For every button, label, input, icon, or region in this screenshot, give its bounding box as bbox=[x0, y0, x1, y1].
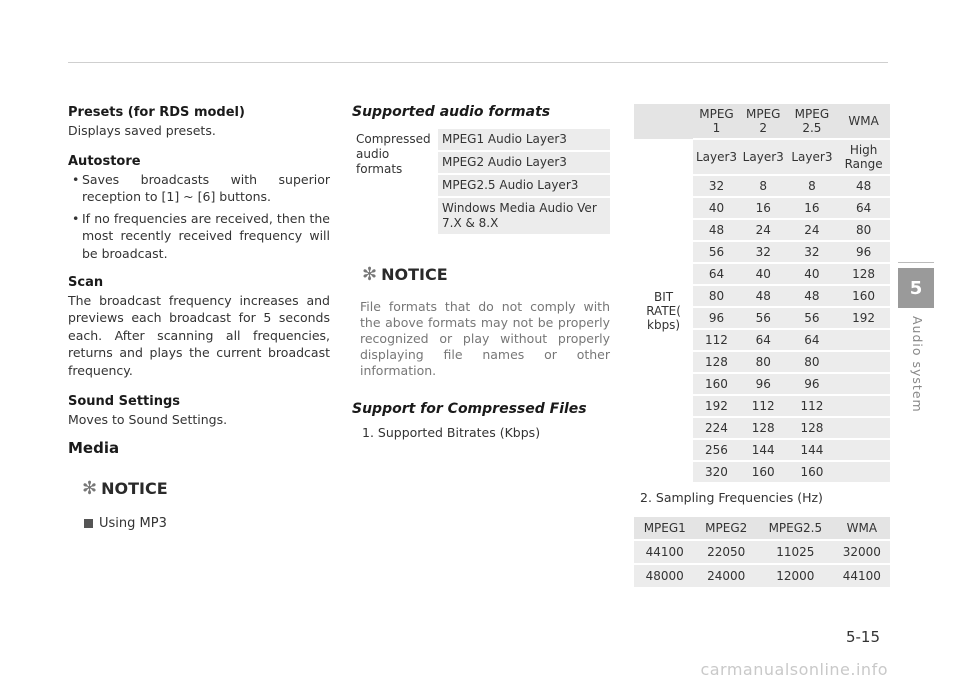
bitrate-table bbox=[634, 104, 890, 482]
media-heading: Media bbox=[68, 439, 120, 457]
sampling-step: 2. Sampling Frequencies (Hz) bbox=[640, 490, 823, 505]
chapter-label: Audio system bbox=[910, 316, 925, 413]
table-cell: High Range bbox=[837, 139, 890, 175]
table-cell: 144 bbox=[740, 439, 787, 461]
table-cell: 224 bbox=[693, 417, 740, 439]
table-cell: 80 bbox=[787, 351, 838, 373]
table-cell: 24000 bbox=[695, 564, 756, 587]
table-cell: 160 bbox=[693, 373, 740, 395]
table-cell: 40 bbox=[787, 263, 838, 285]
table-cell: 8 bbox=[740, 175, 787, 197]
table-cell: 64 bbox=[693, 263, 740, 285]
table-cell: 160 bbox=[787, 461, 838, 482]
table-cell bbox=[837, 439, 890, 461]
table-cell: 128 bbox=[693, 351, 740, 373]
table-header-row bbox=[634, 104, 890, 139]
table-row bbox=[352, 129, 610, 151]
presets-text: Displays saved presets. bbox=[68, 122, 216, 138]
table-cell bbox=[837, 395, 890, 417]
table-cell: 48 bbox=[693, 219, 740, 241]
square-bullet-icon bbox=[84, 519, 93, 528]
autostore-bullet-1: • Saves broadcasts with superior reception to [1] ~ [6] buttons. bbox=[72, 171, 330, 204]
chapter-tab: 5 bbox=[898, 268, 934, 308]
table-cell: 112 bbox=[693, 329, 740, 351]
table-cell: 44100 bbox=[634, 540, 695, 564]
table-cell bbox=[837, 461, 890, 482]
bullet-dot: • bbox=[72, 210, 80, 226]
watermark: carmanualsonline.info bbox=[700, 660, 888, 679]
table-row bbox=[634, 540, 890, 564]
table-cell: 64 bbox=[740, 329, 787, 351]
table-cell: 16 bbox=[740, 197, 787, 219]
table-cell: 48 bbox=[740, 285, 787, 307]
table-cell: 80 bbox=[740, 351, 787, 373]
format-cell: MPEG2 Audio Layer3 bbox=[438, 151, 610, 174]
bullet-dot: • bbox=[72, 171, 80, 187]
column-3 bbox=[634, 104, 890, 587]
format-cell: MPEG1 Audio Layer3 bbox=[438, 129, 610, 151]
table-cell: 11025 bbox=[757, 540, 834, 564]
table-cell: 12000 bbox=[757, 564, 834, 587]
table-cell: Layer3 bbox=[787, 139, 838, 175]
table-cell: 56 bbox=[740, 307, 787, 329]
table-header-cell: MPEG2.5 bbox=[757, 517, 834, 540]
bitrate-side-label: BIT RATE( kbps) bbox=[634, 139, 693, 482]
table-cell: 32 bbox=[740, 241, 787, 263]
table-cell: 192 bbox=[693, 395, 740, 417]
table-cell: 64 bbox=[787, 329, 838, 351]
notice-heading: ✻ NOTICE bbox=[362, 264, 448, 285]
notice-text: File formats that do not comply with the above formats may not be properly recognized or play without properly displaying file names or other information. bbox=[360, 299, 610, 378]
sound-settings-heading: Sound Settings bbox=[68, 394, 180, 409]
table-cell: 48 bbox=[837, 175, 890, 197]
table-cell: 128 bbox=[740, 417, 787, 439]
scan-heading: Scan bbox=[68, 275, 104, 290]
table-cell: 24 bbox=[740, 219, 787, 241]
table-cell: 44100 bbox=[834, 564, 890, 587]
table-cell: 40 bbox=[693, 197, 740, 219]
table-cell: 32 bbox=[787, 241, 838, 263]
supported-formats-heading: Supported audio formats bbox=[352, 104, 551, 120]
sound-settings-text: Moves to Sound Settings. bbox=[68, 411, 228, 427]
table-row bbox=[634, 564, 890, 587]
top-rule bbox=[68, 62, 888, 63]
table-header-cell: MPEG 2 bbox=[740, 104, 787, 139]
notice-heading: ✻ NOTICE bbox=[82, 477, 168, 499]
table-cell: 64 bbox=[837, 197, 890, 219]
using-mp3-item: Using MP3 bbox=[68, 515, 330, 533]
table-cell: 256 bbox=[693, 439, 740, 461]
side-tab-rule bbox=[898, 262, 934, 263]
table-cell: 96 bbox=[837, 241, 890, 263]
scan-text: The broadcast frequency increases and previews each broadcast for 5 seconds each. After scanning all frequencies, returns and plays the current broadcast frequency. bbox=[68, 292, 330, 378]
table-cell: 48000 bbox=[634, 564, 695, 587]
table-cell: 128 bbox=[837, 263, 890, 285]
table-cell: 80 bbox=[837, 219, 890, 241]
table-cell: 128 bbox=[787, 417, 838, 439]
format-cell: MPEG2.5 Audio Layer3 bbox=[438, 174, 610, 197]
table-cell: 96 bbox=[693, 307, 740, 329]
page-number: 5-15 bbox=[845, 628, 880, 646]
table-header-cell bbox=[634, 104, 693, 139]
table-cell: 8 bbox=[787, 175, 838, 197]
sampling-table bbox=[634, 517, 890, 587]
notice-star-icon: ✻ bbox=[82, 477, 98, 499]
table-cell: 112 bbox=[740, 395, 787, 417]
table-cell: 56 bbox=[693, 241, 740, 263]
table-header-cell: MPEG 1 bbox=[693, 104, 740, 139]
table-cell: 22050 bbox=[695, 540, 756, 564]
table-cell bbox=[837, 373, 890, 395]
column-2 bbox=[352, 104, 610, 441]
table-cell: 32000 bbox=[834, 540, 890, 564]
autostore-bullet-2: • If no frequencies are received, then the most recently received frequency will be broadcast. bbox=[72, 210, 330, 261]
format-cell: Windows Media Audio Ver 7.X & 8.X bbox=[438, 197, 610, 235]
table-cell bbox=[837, 351, 890, 373]
table-header-cell: WMA bbox=[834, 517, 890, 540]
formats-table bbox=[352, 129, 610, 236]
table-cell: Layer3 bbox=[740, 139, 787, 175]
table-cell bbox=[837, 329, 890, 351]
bitrates-step: 1. Supported Bitrates (Kbps) bbox=[362, 425, 541, 440]
autostore-heading: Autostore bbox=[68, 154, 141, 169]
format-label-cell: Compressed audio formats bbox=[352, 129, 438, 235]
table-cell: 16 bbox=[787, 197, 838, 219]
table-cell: 32 bbox=[693, 175, 740, 197]
table-cell bbox=[837, 417, 890, 439]
table-cell: 160 bbox=[837, 285, 890, 307]
table-cell: Layer3 bbox=[693, 139, 740, 175]
table-cell: 320 bbox=[693, 461, 740, 482]
table-cell: 24 bbox=[787, 219, 838, 241]
table-header-cell: WMA bbox=[837, 104, 890, 139]
table-header-cell: MPEG2 bbox=[695, 517, 756, 540]
compressed-files-heading: Support for Compressed Files bbox=[352, 401, 587, 417]
table-header-cell: MPEG1 bbox=[634, 517, 695, 540]
table-cell: 56 bbox=[787, 307, 838, 329]
table-cell: 96 bbox=[740, 373, 787, 395]
table-row bbox=[634, 139, 890, 175]
table-cell: 192 bbox=[837, 307, 890, 329]
table-cell: 80 bbox=[693, 285, 740, 307]
table-cell: 40 bbox=[740, 263, 787, 285]
table-header-cell: MPEG 2.5 bbox=[787, 104, 838, 139]
presets-heading: Presets (for RDS model) bbox=[68, 105, 245, 120]
table-cell: 144 bbox=[787, 439, 838, 461]
column-1 bbox=[68, 104, 330, 533]
table-cell: 96 bbox=[787, 373, 838, 395]
table-header-row bbox=[634, 517, 890, 540]
table-cell: 48 bbox=[787, 285, 838, 307]
notice-star-icon: ✻ bbox=[362, 264, 378, 285]
table-cell: 160 bbox=[740, 461, 787, 482]
table-cell: 112 bbox=[787, 395, 838, 417]
